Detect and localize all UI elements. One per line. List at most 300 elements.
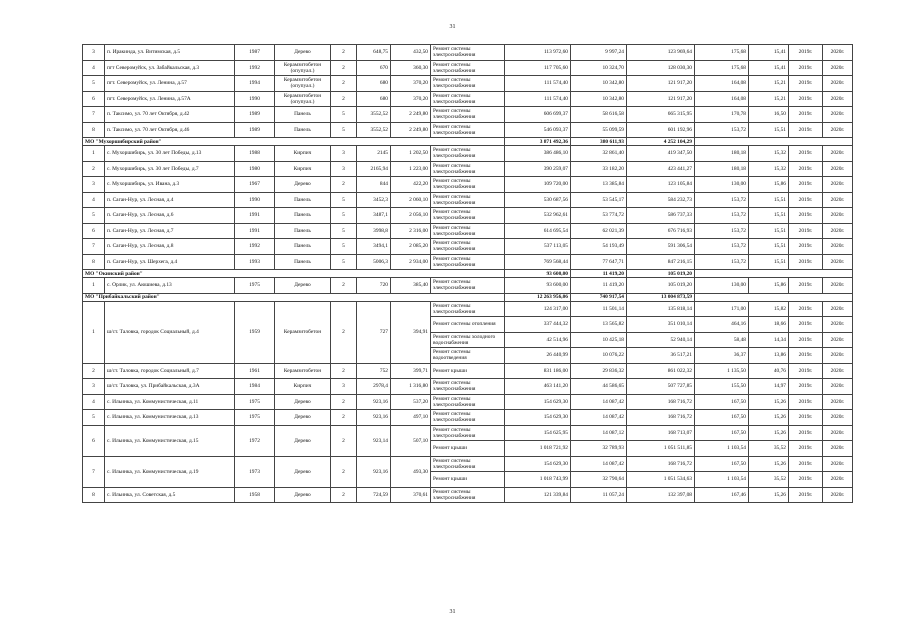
living-area: 399,71: [391, 363, 431, 379]
year-start: 2019г.: [789, 107, 823, 123]
build-year: 1989: [235, 107, 275, 123]
wall-material: Панель: [275, 223, 331, 239]
table-row: [83, 410, 853, 426]
row-number: 7: [83, 107, 105, 123]
build-year: 1989: [235, 122, 275, 138]
year-end: 2020г.: [823, 223, 853, 239]
wall-material: Панель: [275, 192, 331, 208]
table-row: [83, 76, 853, 92]
wall-material: Кирпич: [275, 161, 331, 177]
floors: 5: [331, 208, 357, 224]
year-start: 2019г.: [789, 425, 823, 441]
work-type: Ремонт системы электроснабжения: [431, 254, 505, 270]
year-start: 2019г.: [789, 192, 823, 208]
wall-material: Дерево: [275, 425, 331, 456]
work-type: Ремонт системы электроснабжения: [431, 301, 505, 317]
floors: 2: [331, 45, 357, 61]
year-end: 2020г.: [823, 254, 853, 270]
year-end: 2020г.: [823, 91, 853, 107]
year-end: 2020г.: [823, 472, 853, 488]
floors: 2: [331, 76, 357, 92]
unit-cost: 130,00: [695, 177, 749, 193]
total-area: 3552,52: [357, 122, 391, 138]
cost-total: 121 917,20: [627, 91, 695, 107]
living-area: 1 316,80: [391, 379, 431, 395]
living-area: 385,40: [391, 278, 431, 294]
row-number: 6: [83, 223, 105, 239]
work-type: Ремонт системы электроснабжения: [431, 91, 505, 107]
address: с. Ильинка, ул. Советская, д.5: [105, 487, 235, 503]
year-start: 2019г.: [789, 254, 823, 270]
row-number: 1: [83, 146, 105, 162]
address: п. Саган-Нур, ул. Лесная, д.4: [105, 192, 235, 208]
year-end: 2020г.: [823, 122, 853, 138]
unit-cost: 153,72: [695, 239, 749, 255]
cost-work: 386 486,10: [505, 146, 571, 162]
row-number: 3: [83, 177, 105, 193]
year-start: 2019г.: [789, 60, 823, 76]
district-total-row: [83, 293, 853, 301]
district-name: МО "Прибайкальский район": [83, 293, 505, 301]
living-area: 394,91: [391, 301, 431, 363]
row-number: 5: [83, 208, 105, 224]
year-end: 2020г.: [823, 192, 853, 208]
row-number: 7: [83, 239, 105, 255]
living-area: 370,20: [391, 76, 431, 92]
row-number: 5: [83, 410, 105, 426]
unit-cost: 153,72: [695, 223, 749, 239]
year-start: 2019г.: [789, 394, 823, 410]
wall-material: Кирпич: [275, 146, 331, 162]
total-area: 3452,3: [357, 192, 391, 208]
year-end: 2020г.: [823, 161, 853, 177]
year-start: 2019г.: [789, 177, 823, 193]
total-area: 3494,1: [357, 239, 391, 255]
work-type: Ремонт системы электроснабжения: [431, 76, 505, 92]
cost-other: 53 545,17: [571, 192, 627, 208]
cost-work: 614 695,54: [505, 223, 571, 239]
total-area: 923,16: [357, 456, 391, 487]
cost-work: 1 018 721,92: [505, 441, 571, 457]
cost-work: 121 339,84: [505, 487, 571, 503]
year-start: 2019г.: [789, 161, 823, 177]
year-start: 2019г.: [789, 487, 823, 503]
year-end: 2020г.: [823, 410, 853, 426]
district-total-row: [83, 270, 853, 278]
cost-total: 584 232,73: [627, 192, 695, 208]
row-number: 4: [83, 394, 105, 410]
year-end: 2020г.: [823, 60, 853, 76]
living-area: 2 316,00: [391, 223, 431, 239]
cost-work: 154 625,95: [505, 425, 571, 441]
build-year: 1980: [235, 161, 275, 177]
work-type: Ремонт крыши: [431, 363, 505, 379]
unit-cost: 130,00: [695, 278, 749, 294]
cost-other: 32 861,40: [571, 146, 627, 162]
empty-cell: [695, 293, 853, 301]
unit-cost-other: 15,51: [749, 122, 789, 138]
table-row: [83, 146, 853, 162]
unit-cost: 164,08: [695, 76, 749, 92]
wall-material: Керамзитобетон (опупуал.): [275, 91, 331, 107]
cost-other: 11 057,24: [571, 487, 627, 503]
total-area: 680: [357, 91, 391, 107]
work-type: Ремонт системы электроснабжения: [431, 223, 505, 239]
row-number: 3: [83, 45, 105, 61]
address: пгт. Северомуйск, ул. Ленина, д.57А: [105, 91, 235, 107]
year-end: 2020г.: [823, 332, 853, 348]
address: п. Таксимо, ул. 70 лет Октября, д.46: [105, 122, 235, 138]
cost-other: 62 021,39: [571, 223, 627, 239]
cost-total: 123 969,64: [627, 45, 695, 61]
address: с. Ильинка, ул. Коммунистическая, д.15: [105, 425, 235, 456]
cost-other: 9 997,24: [571, 45, 627, 61]
address: с. Ильинка, ул. Коммунистическая, д.19: [105, 456, 235, 487]
total-area: 923,16: [357, 410, 391, 426]
work-type: Ремонт системы электроснабжения: [431, 208, 505, 224]
cost-work: 532 962,61: [505, 208, 571, 224]
unit-cost-other: 15,86: [749, 177, 789, 193]
table-row: [83, 192, 853, 208]
floors: 2: [331, 278, 357, 294]
living-area: 2 056,10: [391, 208, 431, 224]
year-start: 2019г.: [789, 278, 823, 294]
cost-total: 861 022,32: [627, 363, 695, 379]
row-number: 1: [83, 278, 105, 294]
year-start: 2019г.: [789, 379, 823, 395]
wall-material: Керамзитобетон (опупуал.): [275, 76, 331, 92]
cost-other: 14 087,12: [571, 425, 627, 441]
living-area: 2 934,00: [391, 254, 431, 270]
year-start: 2019г.: [789, 301, 823, 317]
year-end: 2020г.: [823, 363, 853, 379]
work-type: Ремонт системы электроснабжения: [431, 161, 505, 177]
total-area: 2978,4: [357, 379, 391, 395]
year-start: 2019г.: [789, 456, 823, 472]
table-row: [83, 254, 853, 270]
unit-cost-other: 15,26: [749, 410, 789, 426]
unit-cost-other: 15,51: [749, 192, 789, 208]
address: п. Иракинда, ул. Витимская, д.5: [105, 45, 235, 61]
unit-cost: 167,46: [695, 487, 749, 503]
floors: 5: [331, 122, 357, 138]
cost-work: 42 514,96: [505, 332, 571, 348]
cost-work: 537 113,05: [505, 239, 571, 255]
cost-work: 390 259,07: [505, 161, 571, 177]
living-area: 1 223,00: [391, 161, 431, 177]
year-end: 2020г.: [823, 301, 853, 317]
unit-cost-other: 15,51: [749, 254, 789, 270]
unit-cost-other: 35,52: [749, 441, 789, 457]
cost-total: 123 105,84: [627, 177, 695, 193]
address: пгт. Северомуйск, ул. Ленина, д.57: [105, 76, 235, 92]
wall-material: Дерево: [275, 487, 331, 503]
cost-other: 53 774,72: [571, 208, 627, 224]
floors: 2: [331, 410, 357, 426]
floors: 2: [331, 487, 357, 503]
total-area: 2145: [357, 146, 391, 162]
total-area: 670: [357, 60, 391, 76]
cost-work: 463 141,20: [505, 379, 571, 395]
address: с. Мухоршибирь, ул. 30 лет Победы, д.7: [105, 161, 235, 177]
living-area: 370,20: [391, 91, 431, 107]
work-type: Ремонт системы электроснабжения: [431, 60, 505, 76]
total-area: 727: [357, 301, 391, 363]
year-end: 2020г.: [823, 487, 853, 503]
build-year: 1958: [235, 487, 275, 503]
year-end: 2020г.: [823, 208, 853, 224]
unit-cost: 167,50: [695, 394, 749, 410]
floors: 3: [331, 379, 357, 395]
unit-cost: 1 103,54: [695, 472, 749, 488]
work-type: Ремонт крыши: [431, 472, 505, 488]
cost-total: 168 713,07: [627, 425, 695, 441]
living-area: 2 060,10: [391, 192, 431, 208]
cost-work: 26 440,99: [505, 348, 571, 364]
cost-other: 11 419,20: [571, 278, 627, 294]
year-end: 2020г.: [823, 456, 853, 472]
unit-cost-other: 14,97: [749, 379, 789, 395]
cost-work: 769 568,44: [505, 254, 571, 270]
address: п. Саган-Нур, ул. Лесная, д.8: [105, 239, 235, 255]
total-area: 720: [357, 278, 391, 294]
address: с. Ильинка, ул. Коммунистическая, д.11: [105, 394, 235, 410]
row-number: 5: [83, 76, 105, 92]
unit-cost-other: 13,86: [749, 348, 789, 364]
cost-total: 1 051 511,85: [627, 441, 695, 457]
build-year: 1984: [235, 379, 275, 395]
year-end: 2020г.: [823, 107, 853, 123]
year-start: 2019г.: [789, 76, 823, 92]
year-end: 2020г.: [823, 177, 853, 193]
cost-other: 10 324,70: [571, 60, 627, 76]
table-row: [83, 107, 853, 123]
district-total-row: [83, 138, 853, 146]
cost-other: 14 087,42: [571, 394, 627, 410]
cost-total: 168 716,72: [627, 394, 695, 410]
cost-other: 13 565,82: [571, 317, 627, 333]
total-cost-work: 12 263 956,06: [505, 293, 571, 301]
cost-other: 29 836,32: [571, 363, 627, 379]
cost-total: 419 347,50: [627, 146, 695, 162]
total-area: 3998,8: [357, 223, 391, 239]
wall-material: Керамзитобетон: [275, 301, 331, 363]
wall-material: Дерево: [275, 410, 331, 426]
unit-cost: 155,50: [695, 379, 749, 395]
floors: 5: [331, 192, 357, 208]
page-number-top: 31: [449, 24, 456, 30]
row-number: 4: [83, 60, 105, 76]
living-area: 493,30: [391, 456, 431, 487]
living-area: 507,10: [391, 425, 431, 456]
wall-material: Кирпич: [275, 379, 331, 395]
cost-other: 11 501,14: [571, 301, 627, 317]
empty-cell: [695, 138, 853, 146]
work-type: Ремонт системы электроснабжения: [431, 379, 505, 395]
floors: 2: [331, 60, 357, 76]
wall-material: Панель: [275, 107, 331, 123]
table-row: [83, 487, 853, 503]
unit-cost: 175,68: [695, 60, 749, 76]
build-year: 1994: [235, 76, 275, 92]
wall-material: Дерево: [275, 456, 331, 487]
total-area: 724,59: [357, 487, 391, 503]
work-type: Ремонт системы водоотведения: [431, 348, 505, 364]
build-year: 1967: [235, 177, 275, 193]
cost-other: 33 182,20: [571, 161, 627, 177]
row-number: 7: [83, 456, 105, 487]
cost-work: 606 699,37: [505, 107, 571, 123]
year-end: 2020г.: [823, 45, 853, 61]
year-start: 2019г.: [789, 146, 823, 162]
unit-cost: 175,68: [695, 45, 749, 61]
total-area: 923,16: [357, 394, 391, 410]
unit-cost: 167,50: [695, 456, 749, 472]
cost-work: 154 629,30: [505, 410, 571, 426]
unit-cost-other: 15,32: [749, 161, 789, 177]
cost-total: 351 010,14: [627, 317, 695, 333]
total-cost-other: 11 419,20: [571, 270, 627, 278]
total-cost-other: 380 611,93: [571, 138, 627, 146]
row-number: 8: [83, 122, 105, 138]
work-type: Ремонт системы холодного водоснабжения: [431, 332, 505, 348]
floors: 2: [331, 394, 357, 410]
living-area: 537,20: [391, 394, 431, 410]
unit-cost-other: 15,51: [749, 208, 789, 224]
work-type: Ремонт системы электроснабжения: [431, 278, 505, 294]
cost-total: 128 030,30: [627, 60, 695, 76]
total-area: 3552,52: [357, 107, 391, 123]
build-year: 1975: [235, 394, 275, 410]
cost-work: 154 629,30: [505, 456, 571, 472]
living-area: 2 249,80: [391, 107, 431, 123]
cost-total: 36 517,21: [627, 348, 695, 364]
wall-material: Керамзитобетон: [275, 363, 331, 379]
table-row: [83, 91, 853, 107]
cost-work: 831 186,00: [505, 363, 571, 379]
floors: 2: [331, 177, 357, 193]
year-start: 2019г.: [789, 348, 823, 364]
living-area: 370,61: [391, 487, 431, 503]
work-type: Ремонт системы электроснабжения: [431, 456, 505, 472]
build-year: 1991: [235, 208, 275, 224]
cost-total: 507 727,85: [627, 379, 695, 395]
cost-work: 109 720,00: [505, 177, 571, 193]
wall-material: Панель: [275, 254, 331, 270]
floors: 3: [331, 161, 357, 177]
unit-cost: 167,50: [695, 425, 749, 441]
unit-cost: 171,00: [695, 301, 749, 317]
table-row: [83, 456, 853, 472]
unit-cost-other: 15,41: [749, 45, 789, 61]
district-name: МО "Мухоршибирский район": [83, 138, 505, 146]
cost-total: 132 397,08: [627, 487, 695, 503]
cost-other: 10 425,18: [571, 332, 627, 348]
build-year: 1988: [235, 146, 275, 162]
living-area: 497,10: [391, 410, 431, 426]
work-type: Ремонт системы электроснабжения: [431, 192, 505, 208]
year-end: 2020г.: [823, 76, 853, 92]
total-area: 923,14: [357, 425, 391, 456]
unit-cost: 153,72: [695, 208, 749, 224]
total-cost: 105 019,20: [627, 270, 695, 278]
unit-cost-other: 15,26: [749, 394, 789, 410]
unit-cost-other: 15,26: [749, 487, 789, 503]
cost-other: 77 647,71: [571, 254, 627, 270]
year-end: 2020г.: [823, 379, 853, 395]
year-end: 2020г.: [823, 441, 853, 457]
row-number: 8: [83, 254, 105, 270]
cost-work: 530 687,56: [505, 192, 571, 208]
unit-cost-other: 15,41: [749, 60, 789, 76]
cost-total: 1 051 534,63: [627, 472, 695, 488]
row-number: 2: [83, 161, 105, 177]
row-number: 6: [83, 91, 105, 107]
unit-cost: 180,18: [695, 146, 749, 162]
unit-cost-other: 15,51: [749, 223, 789, 239]
address: ш/ст. Таловка, городок Социальный, д.4: [105, 301, 235, 363]
build-year: 1987: [235, 45, 275, 61]
year-end: 2020г.: [823, 394, 853, 410]
year-end: 2020г.: [823, 348, 853, 364]
cost-total: 168 716,72: [627, 410, 695, 426]
wall-material: Дерево: [275, 278, 331, 294]
table-row: [83, 425, 853, 441]
address: с. Ильинка, ул. Коммунистическая, д.13: [105, 410, 235, 426]
wall-material: Дерево: [275, 45, 331, 61]
work-type: Ремонт системы электроснабжения: [431, 410, 505, 426]
cost-total: 168 716,72: [627, 456, 695, 472]
table-row: [83, 394, 853, 410]
cost-other: 13 385,84: [571, 177, 627, 193]
cost-work: 124 317,00: [505, 301, 571, 317]
unit-cost-other: 35,52: [749, 472, 789, 488]
year-start: 2019г.: [789, 122, 823, 138]
unit-cost-other: 15,21: [749, 76, 789, 92]
cost-other: 10 342,80: [571, 91, 627, 107]
address: с. Мухоршибирь, ул. Ивана, д.3: [105, 177, 235, 193]
work-type: Ремонт крыши: [431, 441, 505, 457]
page-number-bottom: 31: [449, 609, 456, 615]
wall-material: Панель: [275, 239, 331, 255]
unit-cost: 1 135,50: [695, 363, 749, 379]
total-cost-other: 740 917,54: [571, 293, 627, 301]
total-area: 648,75: [357, 45, 391, 61]
floors: 2: [331, 363, 357, 379]
year-end: 2020г.: [823, 317, 853, 333]
wall-material: Панель: [275, 208, 331, 224]
table-body: [83, 45, 853, 503]
year-start: 2019г.: [789, 332, 823, 348]
table-row: [83, 278, 853, 294]
cost-other: 55 099,59: [571, 122, 627, 138]
cost-other: 14 087,42: [571, 456, 627, 472]
work-type: Ремонт системы электроснабжения: [431, 425, 505, 441]
wall-material: Дерево: [275, 394, 331, 410]
unit-cost-other: 14,34: [749, 332, 789, 348]
work-type: Ремонт системы электроснабжения: [431, 239, 505, 255]
cost-other: 32 789,93: [571, 441, 627, 457]
table-row: [83, 177, 853, 193]
unit-cost: 1 103,54: [695, 441, 749, 457]
table-row: [83, 45, 853, 61]
cost-total: 105 019,20: [627, 278, 695, 294]
year-start: 2019г.: [789, 472, 823, 488]
address: ш/ст. Таловка, ул. Прибайкальская, д.3А: [105, 379, 235, 395]
total-area: 3487,1: [357, 208, 391, 224]
cost-total: 665 315,95: [627, 107, 695, 123]
cost-work: 1 018 743,99: [505, 472, 571, 488]
